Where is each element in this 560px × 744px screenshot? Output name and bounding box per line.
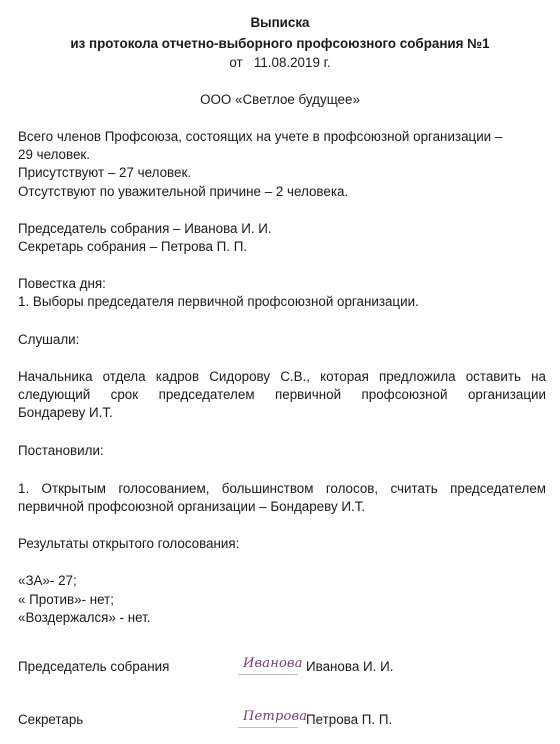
meeting-chair: Председатель собрания – Иванова И. И. — [18, 221, 272, 236]
heard-heading: Слушали: — [18, 332, 80, 347]
members-present: Присутствуют – 27 человек. — [18, 165, 192, 180]
members-total-line1: Всего членов Профсоюза, состоящих на учете в профсоюзной организации – — [18, 129, 503, 144]
resolved-heading: Постановили: — [18, 443, 104, 458]
organization-name: ООО «Светлое будущее» — [200, 92, 360, 107]
chair-signature-name: Иванова И. И. — [306, 659, 394, 674]
document-date — [0, 54, 560, 72]
vote-for: «ЗА»- 27; — [18, 573, 77, 588]
secretary-signature-name: Петрова П. П. — [306, 712, 393, 727]
secretary-signature-label: Секретарь — [18, 712, 84, 727]
agenda-heading: Повестка дня: — [18, 276, 106, 291]
date-prefix: от — [229, 55, 243, 70]
members-total-line2: 29 человек. — [18, 147, 90, 162]
secretary-handwritten-signature: Петрова — [243, 709, 308, 724]
vote-heading: Результаты открытого голосования: — [18, 536, 240, 551]
vote-against: « Против»- нет; — [18, 592, 114, 607]
chair-handwritten-signature: Иванова — [243, 656, 303, 671]
vote-abstain: «Воздержался» - нет. — [18, 610, 151, 625]
secretary-signature-line — [238, 727, 298, 728]
heard-line-3: Бондареву И.Т. — [18, 405, 113, 420]
chair-signature-label: Председатель собрания — [18, 659, 170, 674]
date-value: 11.08.2019 г. — [253, 55, 331, 70]
resolved-line-2: первичной профсоюзной организации – Бондареву И.Т. — [18, 499, 366, 514]
heard-line-2: следующий срок председателем первичной профсоюзной организации — [18, 387, 546, 402]
resolved-line-1: 1. Открытым голосованием, большинством голосов, считать председателем — [18, 481, 546, 496]
heard-line-1: Начальника отдела кадров Сидорову С.В., которая предложила оставить на — [18, 369, 546, 384]
meeting-secretary: Секретарь собрания – Петрова П. П. — [18, 239, 248, 254]
document-subtitle: из протокола отчетно-выборного профсоюзного собрания №1 — [70, 36, 490, 51]
document-title: Выписка — [250, 15, 310, 30]
agenda-item: 1. Выборы председателя первичной профсоюзной организации. — [18, 294, 419, 309]
chair-signature-line — [238, 674, 298, 675]
members-absent: Отсутствуют по уважительной причине – 2 человека. — [18, 184, 349, 199]
